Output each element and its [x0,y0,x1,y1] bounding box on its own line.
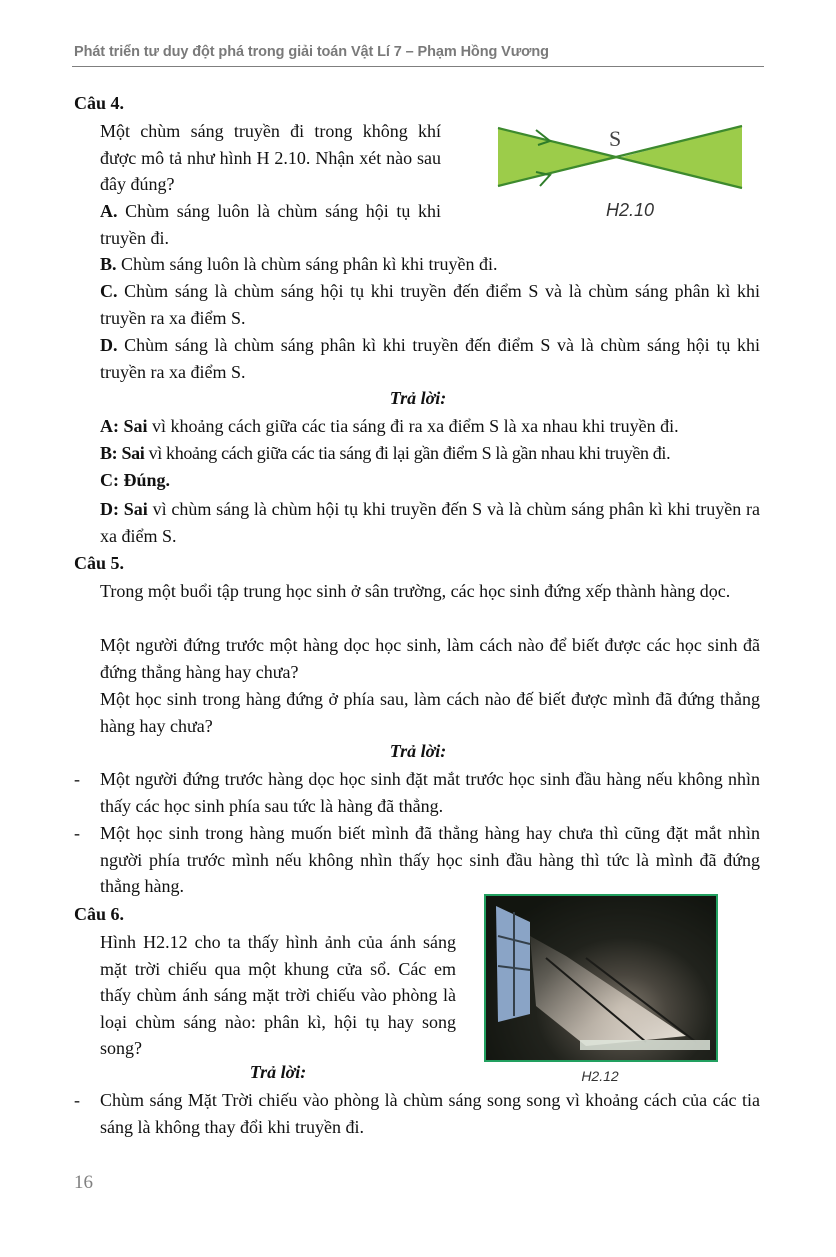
question-5-paragraph-2: Một người đứng trước một hàng dọc học sinh, làm cách nào để biết được các học sinh đã đứng thẳng hàng hay chưa? [100,635,760,682]
option-label: C. [100,281,118,301]
option-label: B. [100,254,117,274]
point-s-label: S [609,126,622,151]
question-4-answer-title: Trả lời: [389,388,447,408]
question-5-paragraph-3: Một học sinh trong hàng đứng ở phía sau, làm cách nào đế biết được mình đã đứng thẳng hàng hay chưa? [100,689,760,736]
answer-text: vì chùm sáng là chùm hội tụ khi truyền đến S và là chùm sáng phân kì khi truyền ra xa điểm S. [100,499,761,546]
bullet-dash: - [74,1090,80,1110]
page-number: 16 [74,1172,93,1193]
question-5-heading: Câu 5. [74,553,125,573]
answer-verdict: Sai [123,499,148,519]
question-5-answer-title: Trả lời: [389,741,447,761]
question-4-answer-b [100,440,760,467]
question-4-answer-d [100,496,760,549]
question-4-answer-c [100,467,760,494]
sunlight-scene [486,896,716,1060]
answer-verdict: Sai [123,416,148,436]
question-4-answer-a [100,413,760,440]
running-header: Phát triển tư duy đột phá trong giải toán Vật Lí 7 – Phạm Hồng Vương [74,44,549,60]
figure-h2-10-caption: H2.10 [605,200,655,220]
answer-text: vì khoảng cách giữa các tia sáng đi ra xa điểm S là xa nhau khi truyền đi. [147,416,679,436]
option-label: A. [100,201,118,221]
question-5-answer-1: Một người đứng trước hàng dọc học sinh đặt mắt trước học sinh đầu hàng nếu không nhìn thấy các học sinh phía sau tức là hàng đã thẳng. [100,769,760,816]
question-4-option-c [100,278,760,331]
answer-label: B: [100,443,118,463]
question-4-option-d [100,332,760,385]
question-4-stem: Một chùm sáng truyền đi trong không khí được mô tả như hình H 2.10. Nhận xét nào sau đây đúng? [100,121,441,194]
converging-beam [498,128,618,186]
bullet-dash: - [74,823,80,843]
answer-verdict: Đúng. [123,470,171,490]
option-label: D. [100,335,118,355]
answer-verdict: Sai [121,443,145,463]
question-6-stem: Hình H2.12 cho ta thấy hình ảnh của ánh sáng mặt trời chiếu qua một khung cửa sổ. Các em thấy chùm ánh sáng mặt trời chiếu vào phòng là loại chùm sáng nào: phân kì, hội tụ hay song song? [100,932,456,1058]
option-text: Chùm sáng là chùm sáng phân kì khi truyền đến điểm S và là chùm sáng hội tụ khi truyền ra xa điểm S. [100,335,760,382]
question-4-option-a [100,198,441,251]
option-text: Chùm sáng luôn là chùm sáng hội tụ khi truyền đi. [100,201,441,248]
header-rule [72,66,764,67]
question-5-paragraph-1: Trong một buổi tập trung học sinh ở sân trường, các học sinh đứng xếp thành hàng dọc. [100,581,731,601]
question-6-heading: Câu 6. [74,904,125,924]
answer-label: C: [100,470,119,490]
figure-h2-12-caption: H2.12 [581,1068,619,1084]
answer-label: A: [100,416,119,436]
answer-label: D: [100,499,119,519]
option-text: Chùm sáng là chùm sáng hội tụ khi truyền đến điểm S và là chùm sáng phân kì khi truyền ra xa điểm S. [100,281,760,328]
question-6-answer-1: Chùm sáng Mặt Trời chiếu vào phòng là chùm sáng song song vì khoảng cách của các tia sáng là không thay đổi khi truyền đi. [100,1090,760,1137]
question-5-answer-2: Một học sinh trong hàng muốn biết mình đã thẳng hàng hay chưa thì cũng đặt mắt nhìn người phía trước mình nếu không nhìn thấy học sinh đầu hàng thì tức là mình đã đứng thẳng hàng. [100,823,760,896]
figure-h2-12-sunlight-photo [484,894,718,1062]
bullet-dash: - [74,769,80,789]
question-4-heading: Câu 4. [74,93,125,113]
floor-sill [580,1040,710,1050]
diverging-beam [618,126,742,188]
question-6-answer-title: Trả lời: [249,1062,307,1082]
question-4-option-b [100,251,760,278]
answer-text: vì khoảng cách giữa các tia sáng đi lại gần điểm S là gần nhau khi truyền đi. [144,443,671,463]
option-text: Chùm sáng luôn là chùm sáng phân kì khi truyền đi. [116,254,498,274]
